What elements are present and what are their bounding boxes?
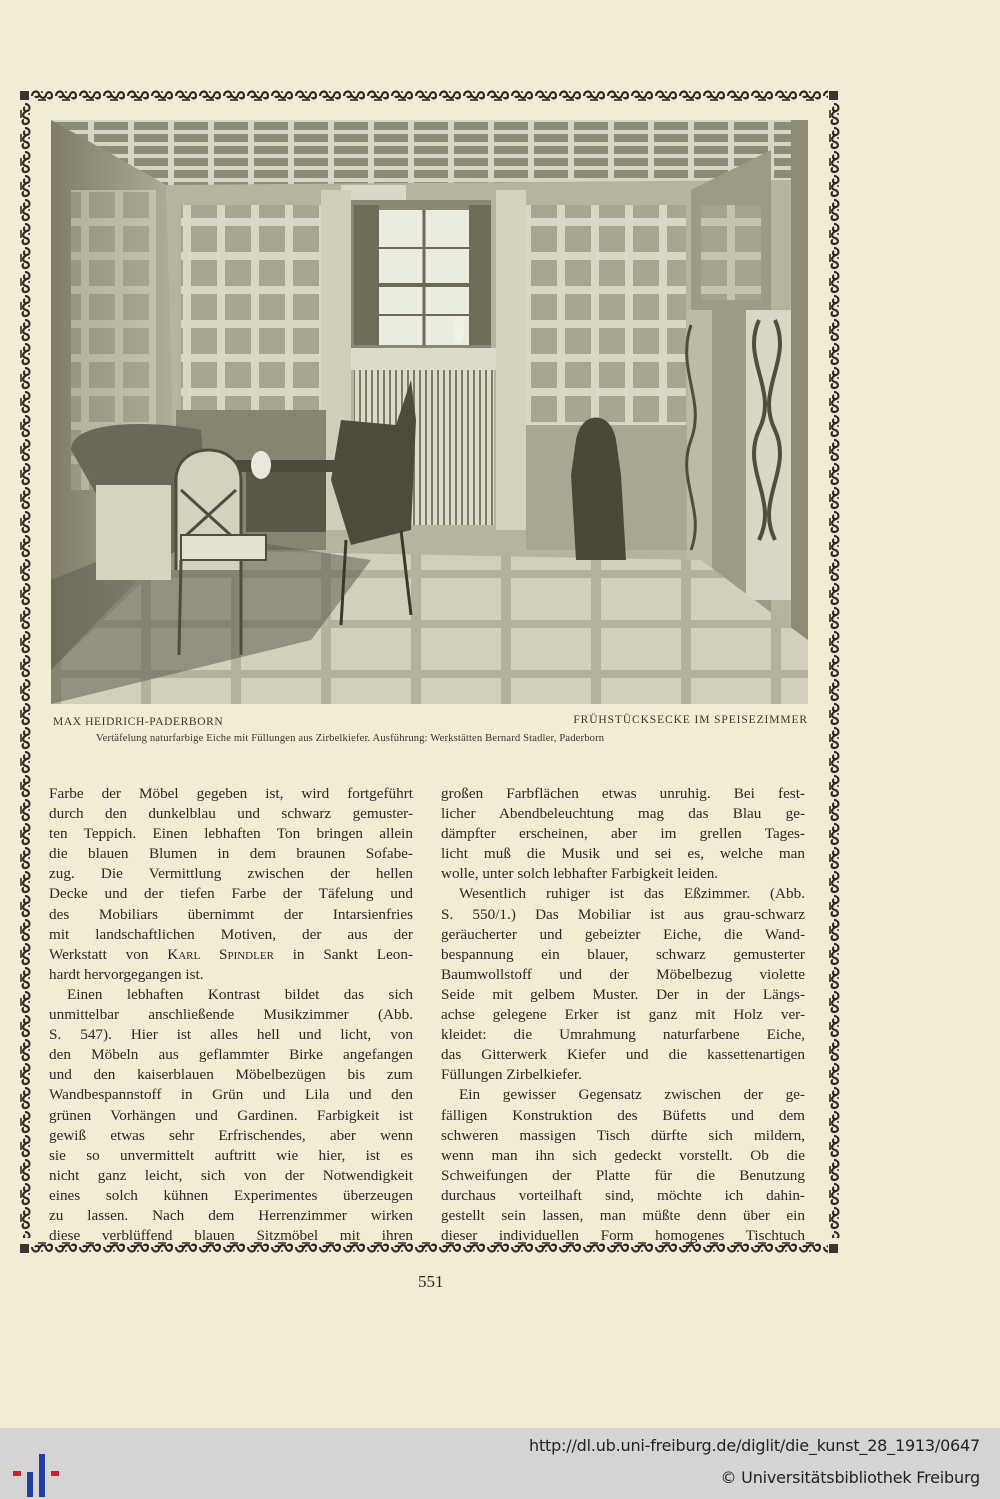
- border-corner-bottom-left: [20, 1244, 29, 1253]
- ornamental-border-left: [18, 102, 34, 1238]
- text-line: bespannung ein blauer, schwarz gemusterter: [441, 945, 805, 963]
- text-line: dieser individuellen Form homogenes Tischtuch: [441, 1227, 805, 1245]
- text-line: mit landschaftlichen Motiven, der aus der: [49, 925, 413, 943]
- text-line: Seide mit gelbem Muster. Der in der Längs-: [441, 985, 805, 1003]
- ub-freiburg-logo-icon: [12, 1447, 68, 1499]
- text-line: wenn man ihn sich gedeckt vorstellt. Ob die: [441, 1146, 805, 1164]
- text-line: die blauen Blumen in dem braunen Sofabe-: [49, 845, 413, 863]
- text-line: eines solch kühnen Experimentes überzeugen: [49, 1186, 413, 1204]
- photo-caption-subtitle: Vertäfelung naturfarbige Eiche mit Füllungen aus Zirbelkiefer. Ausführung: Werkstätten Bernard Stadler, Paderborn: [96, 733, 605, 744]
- text-line: das Gitterwerk Kiefer und die kassettenartigen: [441, 1046, 805, 1064]
- text-line: den Möbeln aus geflammter Birke angefangen: [49, 1046, 413, 1064]
- text-line: fälligen Konstruktion des Büfetts und dem: [441, 1106, 805, 1124]
- text-line: Füllungen Zirbelkiefer.: [441, 1066, 582, 1084]
- small-caps-name: Karl Spindler: [167, 945, 274, 963]
- text-line: und den kaiserblauen Möbelbezügen bis zum: [49, 1066, 413, 1084]
- border-corner-top-right: [829, 91, 838, 100]
- text-line: licher Abendbeleuchtung mag das Blau ge-: [441, 805, 805, 823]
- text-line: dämpfter erscheinen, aber im grellen Tages-: [441, 825, 805, 843]
- text-line: diese verblüffend blauen Sitzmöbel mit ihren: [49, 1227, 413, 1245]
- text-line: gestellt sein lassen, man müßte denn über ein: [441, 1206, 805, 1224]
- text-line: gewiß etwas sehr Erfrischendes, aber wenn: [49, 1126, 413, 1144]
- text-line: licht muß die Musik und sei es, welche man: [441, 845, 805, 863]
- photo-caption-author: MAX HEIDRICH-PADERBORN: [53, 716, 224, 728]
- text-line: kleidet: die Umrahmung naturfarbene Eiche,: [441, 1026, 805, 1044]
- text-line: durchaus vorteilhaft sind, möchte ich dahin-: [441, 1186, 805, 1204]
- text-line: S. 547). Hier ist alles hell und licht, von: [49, 1026, 413, 1044]
- text-line: großen Farbflächen etwas unruhig. Bei fest-: [441, 785, 805, 802]
- text-line: zu lassen. Nach dem Herrenzimmer wirken: [49, 1206, 413, 1224]
- text-column-right: [441, 784, 805, 1246]
- text-line: Einen lebhaften Kontrast bildet das sich: [67, 985, 413, 1003]
- text-line: durch den dunkelblau und schwarz gemuster-: [49, 805, 413, 823]
- text-line: schweren massigen Tisch dürfte sich mildern,: [441, 1126, 805, 1144]
- photo-caption-title: FRÜHSTÜCKSECKE IM SPEISEZIMMER: [573, 714, 808, 726]
- text-line: Baumwollstoff und der Möbelbezug violette: [441, 965, 805, 983]
- source-url-link[interactable]: http://dl.ub.uni-freiburg.de/diglit/die_kunst_28_1913/0647: [529, 1436, 980, 1455]
- text-line: grünen Vorhängen und Gardinen. Farbigkeit ist: [49, 1106, 413, 1124]
- border-corner-top-left: [20, 91, 29, 100]
- copyright-notice: © Universitätsbibliothek Freiburg: [720, 1468, 980, 1487]
- text-line: S. 550/1.) Das Mobiliar ist aus grau-schwarz: [441, 905, 805, 923]
- ornamental-border-top: [30, 87, 828, 103]
- text-line: Farbe der Möbel gegeben ist, wird fortgeführt: [49, 785, 413, 802]
- text-line: geräucherter und gebeizter Eiche, die Wand-: [441, 925, 805, 943]
- text-line: zug. Die Vermittlung zwischen der hellen: [49, 865, 413, 883]
- text-line: wolle, unter solch lebhafter Farbigkeit leiden.: [441, 865, 719, 883]
- text-line: sie so unvermittelt auftritt wie hier, ist es: [49, 1146, 413, 1164]
- border-corner-bottom-right: [829, 1244, 838, 1253]
- text-line: Wandbespannstoff in Grün und Lila und den: [49, 1086, 413, 1104]
- text-line: unmittelbar anschließende Musikzimmer (Abb.: [49, 1006, 413, 1024]
- text-line: Ein gewisser Gegensatz zwischen der ge-: [459, 1086, 805, 1104]
- interior-photograph: [51, 120, 808, 704]
- text-line: Werkstatt von Karl Spindler in Sankt Leon-: [49, 945, 413, 963]
- text-line: Decke und der tiefen Farbe der Täfelung und: [49, 885, 413, 903]
- text-line: Wesentlich ruhiger ist das Eßzimmer. (Abb.: [459, 885, 805, 903]
- text-line: hardt hervorgegangen ist.: [49, 965, 204, 983]
- text-line: ten Teppich. Einen lebhaften Ton bringen allein: [49, 825, 413, 843]
- page-number: 551: [418, 1272, 444, 1291]
- text-line: nicht ganz leicht, sich von der Notwendigkeit: [49, 1166, 413, 1184]
- ornamental-border-right: [827, 102, 843, 1238]
- text-line: achse gelegene Erker ist ganz mit Holz ver-: [441, 1006, 805, 1024]
- text-line: Schweifungen der Platte für die Benutzung: [441, 1166, 805, 1184]
- text-column-left: [49, 784, 413, 1246]
- text-line: des Mobiliars übernimmt der Intarsienfries: [49, 905, 413, 923]
- footer-bar: [0, 1428, 1000, 1499]
